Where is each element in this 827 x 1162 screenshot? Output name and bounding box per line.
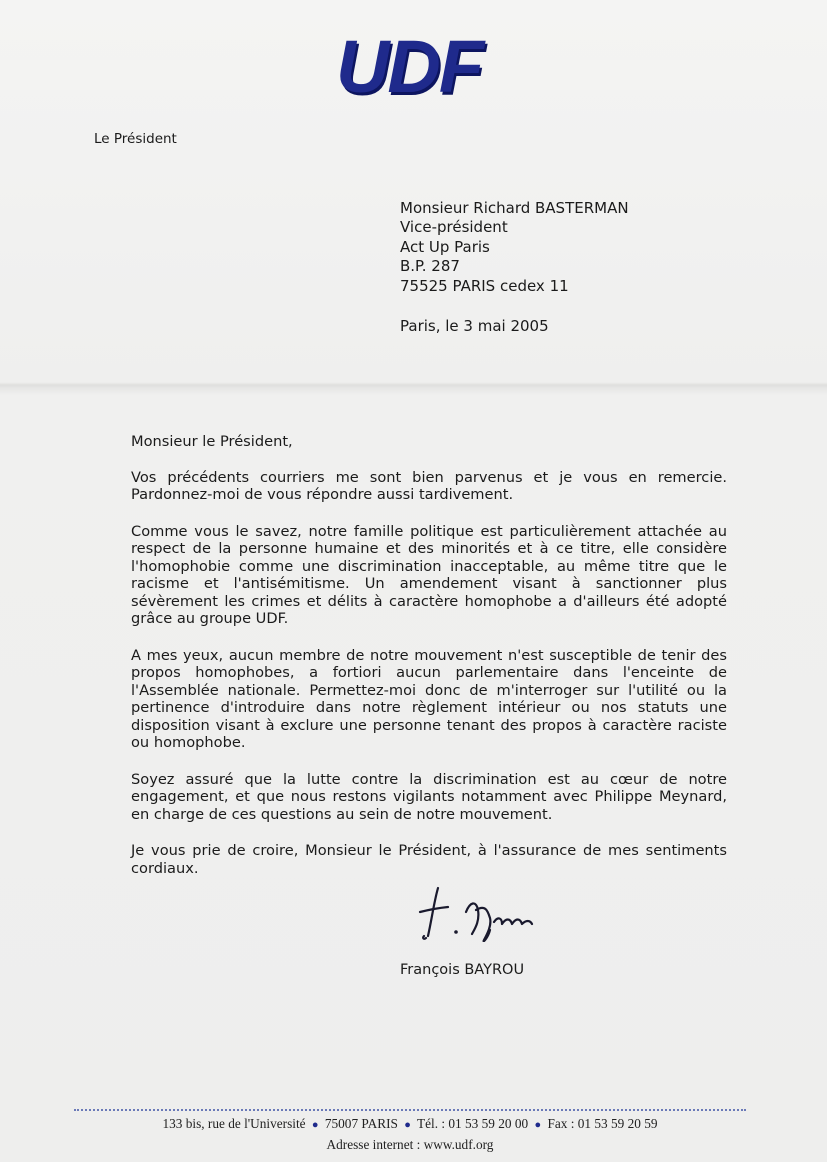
recipient-po-box: B.P. 287 bbox=[400, 257, 460, 276]
letter-body bbox=[131, 433, 727, 896]
letter-date: Paris, le 3 mai 2005 bbox=[400, 317, 549, 335]
recipient-city: 75525 PARIS cedex 11 bbox=[400, 276, 569, 295]
letterhead-footer bbox=[74, 1114, 746, 1154]
recipient-organization: Act Up Paris bbox=[400, 237, 490, 256]
footer-fax: Fax : 01 53 59 20 59 bbox=[547, 1116, 658, 1131]
paragraph-4: Soyez assuré que la lutte contre la discrimination est au cœur de notre engagement, et que nous restons vigilants notamment avec Philippe Meynard, en charge de ces questions au sein de notre mouvement. bbox=[131, 770, 727, 823]
footer-phone: Tél. : 01 53 59 20 00 bbox=[416, 1116, 529, 1131]
paragraph-3: A mes yeux, aucun membre de notre mouvement n'est susceptible de tenir des propos homophobes, a fortiori aucun parlementaire dans l'enceinte de l'Assemblée nationale. Permettez-moi donc de m'interroger sur l'utilité ou la pertinence d'introduire dans notre règlement intérieur ou nos statuts une disposition visant à exclure une personne tenant des propos à caractère raciste ou homophobe. bbox=[131, 646, 727, 751]
paragraph-2: Comme vous le savez, notre famille politique est particulièrement attachée au respect de la personne humaine et des minorités et à ce titre, elle considère l'homophobie comme une discrimination inacceptable, au même titre que le racisme et l'antisémitisme. Un amendement visant à sanctionner plus sévèrement les crimes et délits à caractère homophobe a d'ailleurs été adopté grâce au groupe UDF. bbox=[131, 522, 727, 627]
handwritten-signature bbox=[416, 882, 576, 942]
recipient-name: Monsieur Richard BASTERMAN bbox=[400, 199, 629, 217]
footer-address: 133 bis, rue de l'Université bbox=[162, 1116, 306, 1131]
footer-postcode-city: 75007 PARIS bbox=[324, 1116, 398, 1131]
udf-logo: UDF bbox=[335, 25, 483, 108]
paper-fold bbox=[0, 382, 827, 388]
recipient-role: Vice-président bbox=[400, 218, 508, 237]
salutation: Monsieur le Président, bbox=[131, 433, 293, 450]
closing-paragraph: Je vous prie de croire, Monsieur le Président, à l'assurance de mes sentiments cordiaux. bbox=[131, 842, 727, 877]
bullet-icon: ● bbox=[534, 1119, 542, 1131]
bullet-icon: ● bbox=[311, 1119, 319, 1131]
bullet-icon: ● bbox=[404, 1119, 411, 1131]
paragraph-1: Vos précédents courriers me sont bien parvenus et je vous en remercie. Pardonnez-moi de vous répondre aussi tardivement. bbox=[131, 468, 727, 503]
signer-name: François BAYROU bbox=[400, 962, 525, 978]
footer-website: Adresse internet : www.udf.org bbox=[326, 1137, 494, 1152]
recipient-address-block bbox=[400, 199, 629, 296]
footer-divider bbox=[74, 1109, 746, 1111]
sender-title: Le Président bbox=[94, 131, 177, 147]
